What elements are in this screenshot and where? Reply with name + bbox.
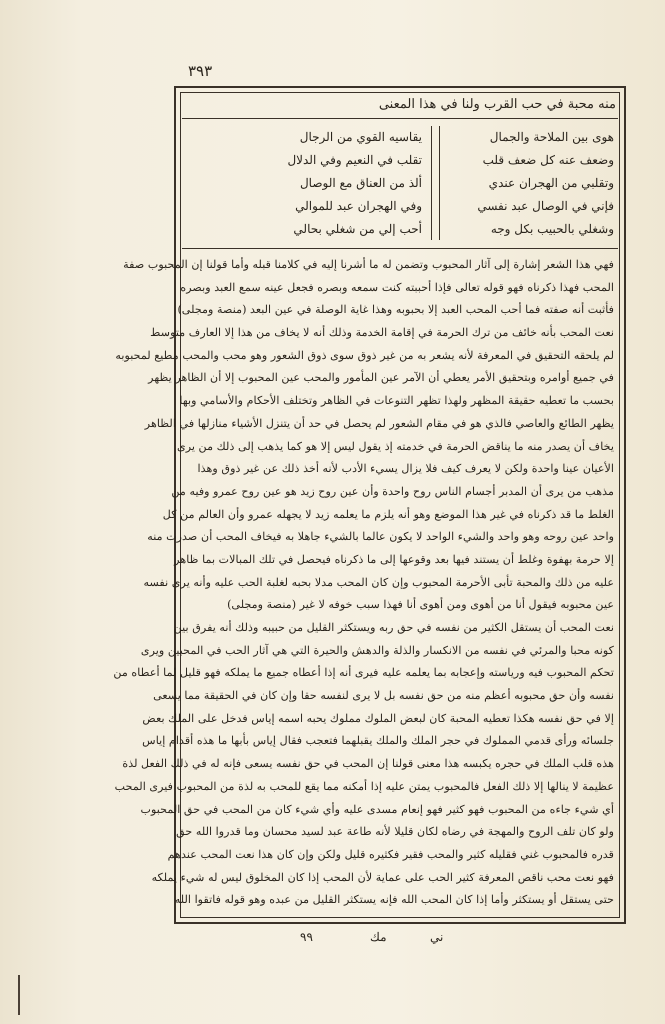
page-number: ٣٩٣ (188, 62, 213, 80)
text-line: قدره فالمحبوب غني فقليله كثير والمحب فقير فكثيره قليل ولكن وإن كان هذا نعت المحب عندهم (167, 847, 614, 861)
text-line: مذهب من يرى أن المدبر أجسام الناس روح واحدة وأن عين روح زيد هو عين روح عمرو وفيه من (171, 484, 614, 498)
text-line: أي شيء جاءه من المحبوب فهو كثير فهو إنعام مسدى عليه وأي شيء كان من المحب في حق المحبوب (140, 802, 614, 816)
text-line: الأعيان عينا واحدة ولكن لا يعرف كيف فلا يزال يسيء الأدب لأنه أخذ ذلك عن غير ذوق وهذا (197, 462, 614, 476)
poem-verse: ألذ من العناق مع الوصال (299, 176, 422, 190)
footer-catchword: ني (430, 930, 444, 944)
poem-divider (182, 248, 618, 249)
text-line: واحد عين روحه وهو واحد والشيء الواحد لا يكون عالما بالشيء جاهلا به فيخاف المحب أن صدرت منه (147, 530, 614, 544)
text-line: نعت المحب بأنه خائف من ترك الحرمة في إقامة الخدمة وذلك أنه لا يخاف من هذا إلا العارف متوسط (150, 326, 614, 340)
poem-column-left (232, 122, 422, 244)
text-line: لم يلحقه التحقيق في المعرفة لأنه يشعر به من غير ذوق سوى ذوق الشعور وهو محب والمحب مطيع لمحبوبه (115, 348, 614, 362)
poem-verse: وضعف عنه كل ضعف قلب (482, 153, 614, 167)
text-line: إلا حرمة بهفوة وغلط أن يستند فيها بعد وقوعها إلى ما ذكرناه فيحصل في تلك المبالات بما ظاهر (174, 552, 614, 566)
poem-column-divider (431, 126, 432, 240)
text-line: المحب فهذا ذكرناه فهو قوله تعالى فإذا أحببته كنت سمعه وبصره فجعل عينه سمع العبد وبصره (180, 280, 614, 294)
text-line: حتى يستقل أو يستكثر وأما إذا كان المحب الله فإنه يستكثر القليل من عبده وهو قوله فاتقوا الله (174, 893, 614, 907)
text-line: فهي هذا الشعر إشارة إلى آثار المحبوب وتضمن له ما أشرنا إليه في كلامنا قبله وأما قولنا إن المحبوب صفة (123, 258, 614, 271)
poem-verse: يقاسيه القوي من الرجال (299, 130, 422, 144)
text-line: يظهر الطائع والعاصي فالذي هو في مقام الشعور لم يحصل في حد أن يتنزل الأشياء منازلها في الظاهر (144, 416, 614, 430)
text-line: في جميع أوامره وبتحقيق الأمر يعطي أن الآمر عين المأمور والمحب عين المحبوب إلا أن الظاهر يظهر (148, 371, 614, 385)
text-line: نفسه وأن حق محبوبه أعظم منه من حق نفسه بل لا يرى لنفسه حقا وإن كان في الحقيقة مما يسعى (153, 689, 614, 703)
text-line: تحكم المحبوب فيه ورياسته وإعجابه بما يعلمه عليه فيرى أنه إذا أعطاه جميع ما يملكه فهو قليل لما أعطاه من (113, 666, 614, 680)
text-line: عليه من ذلك والمحبة تأبى الأحرمة المحبوب وإن كان المحب مدلا بحبه لغلبة الحب عليه وأنه يرى نفسه (143, 575, 614, 589)
page-footer (300, 930, 500, 950)
text-line: يخاف أن يصدر منه ما يناقض الحرمة في خدمته إذ يقول ليس إلا هو كما يذهب إلى ذلك من يرى (176, 439, 614, 453)
footer-signature-number: ٩٩ (300, 930, 313, 944)
poem-verse: هوى بين الملاحة والجمال (489, 130, 614, 144)
text-line: كونه محبا والمرئي في نفسه من الانكسار والذلة والدهش والحيرة التي هي آثار الحب في المحبين ويرى (140, 643, 614, 657)
text-line: فهو نعت محب ناقص المعرفة كثير الحب على عماية لأن المحب إذا كان المخلوق ليس له شيء يملكه (151, 870, 614, 884)
poem-verse: أحب إلي من شغلي بحالي (293, 222, 422, 236)
footer-catchword: مك (370, 930, 387, 944)
poem-verse: فإني في الوصال عبد نفسي (477, 199, 614, 213)
text-frame (113, 86, 626, 924)
text-line: فأثبت أنه صفته فما أحب المحب العبد إلا بحبوبه وهذا غاية الوصلة في عين البعد (منصة ومجلى) (177, 303, 614, 317)
poem-column-right (444, 122, 614, 244)
text-line: نعت المحب أن يستقل الكثير من نفسه في حق ربه ويستكثر القليل من حبيبه وذلك أنه يفرق بين (173, 621, 614, 634)
poem-block (182, 122, 618, 244)
margin-mark (18, 975, 20, 1015)
poem-verse: وفي الهجران عبد للموالي (295, 199, 422, 213)
poem-verse: تقلب في النعيم وفي الدلال (287, 153, 422, 167)
poem-verse: وتقلبي من الهجران عندي (488, 176, 614, 190)
text-line: الغلط ما قد ذكرناه في غير هذا الموضع وهو أنه يلزم ما يعلمه زيد لا يجهله عمرو وأن العالم من كل (162, 507, 614, 521)
poem-verse: وشغلي بالحبيب بكل وجه (490, 222, 614, 236)
text-line: هذه قلب الملك في حجره يكبسه هذا معنى قولنا إن المحب في حق نفسه يسعى فإنه له في ذلك الفعل لذة (122, 757, 614, 771)
text-line: إلا في حق نفسه هكذا تعطيه المحبة كان لبعض الملوك مملوك يحبه اسمه إياس فدخل على الملك بعض (142, 711, 614, 725)
text-line: عين محبوبه فيقول أنا من أهوى ومن أهوى أنا فهذا سبب خوفه لا غير (منصة ومجلى) (227, 598, 614, 612)
body-text (113, 254, 614, 910)
text-line: ولو كان تلف الروح والمهجة في رضاه لكان قليلا لأنه طاعة عبد لسيد محسان وما قدروا الله حق (176, 825, 614, 839)
text-line: بحسب ما تعطيه حقيقة المظهر ولهذا تظهر التنوعات في الظاهر وتختلف الأحكام والأسامي وبها (179, 394, 614, 408)
text-line: عظيمة لا ينالها إلا ذلك الفعل فالمحبوب يمتن عليه إذا أمكنه مما يقع للمحب به لذة من المحبوب فيرى المحب (114, 779, 614, 793)
section-heading: منه محبة في حب القرب ولنا في هذا المعنى (378, 97, 616, 112)
text-line: جلسائه ورأى قدمي المملوك في حجر الملك والملك يقبلهما فتعجب فقال إياس بأبها ما هذه أقدام إياس (142, 734, 614, 748)
heading-divider (182, 118, 618, 119)
poem-column-divider (439, 126, 440, 240)
